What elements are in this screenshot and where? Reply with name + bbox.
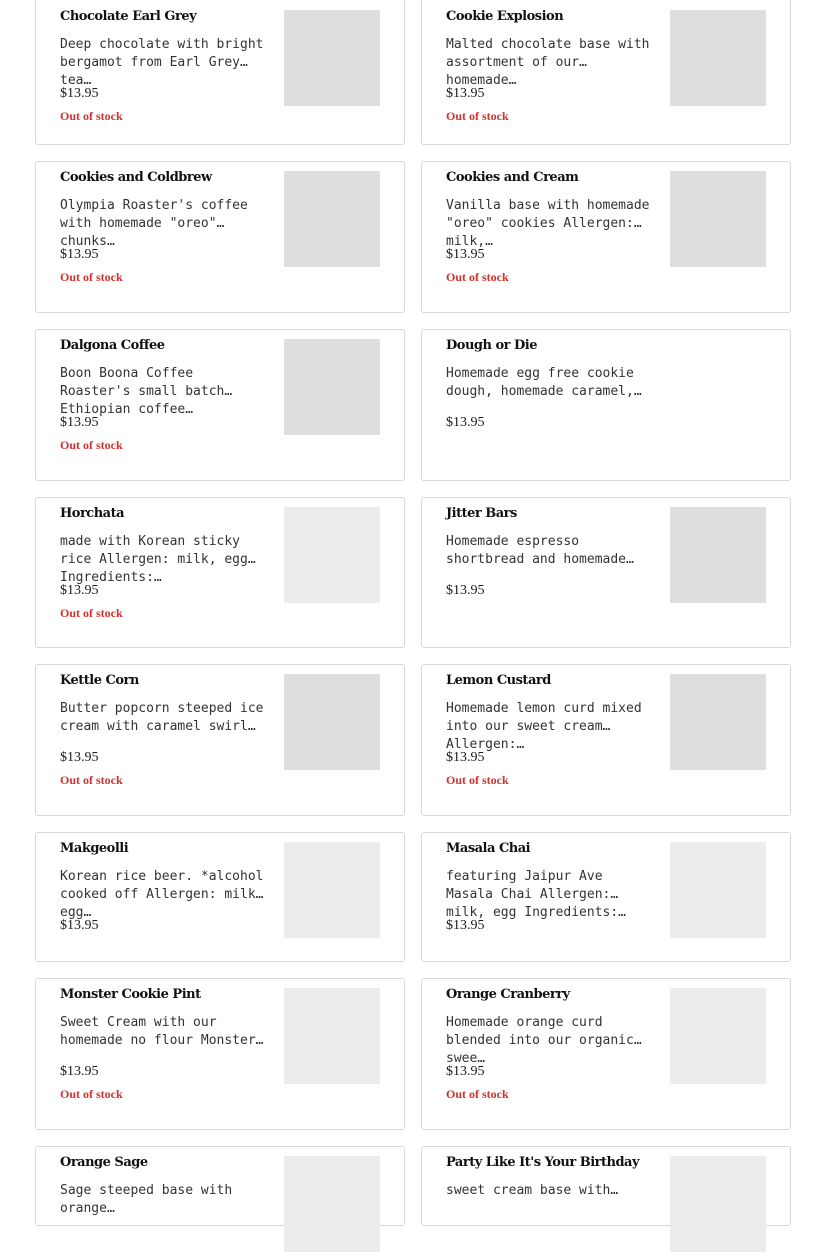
product-name: Cookies and Cream [446, 170, 579, 185]
product-price: $13.95 [446, 583, 485, 598]
product-description: Deep chocolate with bright bergamot from Earl Grey tea… [60, 37, 264, 88]
product-price: $13.95 [446, 86, 485, 101]
product-price: $13.95 [60, 1064, 99, 1079]
product-description: Homemade egg free cookie dough, homemade caramel,… [446, 366, 642, 399]
product-image-placeholder [284, 507, 380, 603]
product-card[interactable] [35, 664, 405, 816]
product-image-placeholder [284, 988, 380, 1084]
product-description: made with Korean sticky rice Allergen: milk, egg Ingredients:… [60, 534, 248, 585]
product-card[interactable] [35, 832, 405, 962]
product-description: Malted chocolate base with assortment of our homemade… [446, 37, 650, 88]
product-card[interactable] [421, 497, 791, 648]
product-image-placeholder [284, 171, 380, 267]
product-description: Korean rice beer. *alcohol cooked off Allergen: milk, egg… [60, 869, 264, 920]
product-card[interactable] [421, 0, 791, 145]
stock-status: Out of stock [60, 606, 123, 620]
product-image-placeholder [670, 674, 766, 770]
product-price: $13.95 [60, 86, 99, 101]
product-image-placeholder [670, 171, 766, 267]
product-description: Homemade lemon curd mixed into our sweet cream Allergen:… [446, 701, 642, 752]
stock-status: Out of stock [446, 270, 509, 284]
product-name: Horchata [60, 506, 125, 521]
product-price: $13.95 [446, 247, 485, 262]
product-name: Orange Sage [60, 1155, 148, 1170]
product-name: Masala Chai [446, 841, 531, 856]
product-price: $13.95 [446, 750, 485, 765]
product-price: $13.95 [60, 750, 99, 765]
product-description: Olympia Roaster's coffee with homemade "oreo" chunks… [60, 198, 248, 249]
product-image-placeholder [284, 339, 380, 435]
product-card[interactable] [35, 161, 405, 313]
product-card[interactable] [35, 497, 405, 648]
product-name: Cookie Explosion [446, 9, 564, 24]
product-image-placeholder [670, 10, 766, 106]
product-description: Vanilla base with homemade "oreo" cookies Allergen: milk,… [446, 198, 650, 249]
product-description: Boon Boona Coffee Roaster's small batch Ethiopian coffee… [60, 366, 225, 417]
product-image-placeholder [670, 842, 766, 938]
product-image-placeholder [284, 842, 380, 938]
product-card[interactable] [35, 329, 405, 481]
product-card[interactable] [35, 0, 405, 145]
product-price: $13.95 [60, 415, 99, 430]
product-name: Makgeolli [60, 841, 129, 856]
product-description: Homemade espresso shortbread and homemade… [446, 534, 634, 567]
product-description: Butter popcorn steeped ice cream with caramel swirl… [60, 701, 264, 734]
product-name: Dalgona Coffee [60, 338, 165, 353]
product-card[interactable] [421, 978, 791, 1130]
product-name: Chocolate Earl Grey [60, 9, 197, 24]
product-name: Cookies and Coldbrew [60, 170, 212, 185]
stock-status: Out of stock [60, 1087, 123, 1101]
product-image-placeholder [670, 507, 766, 603]
product-price: $13.95 [446, 1064, 485, 1079]
product-image-placeholder [284, 1156, 380, 1252]
product-card[interactable] [421, 329, 791, 481]
product-price: $13.95 [446, 415, 485, 430]
product-description: sweet cream base with… [446, 1183, 619, 1198]
stock-status: Out of stock [446, 109, 509, 123]
stock-status: Out of stock [446, 773, 509, 787]
product-description: featuring Jaipur Ave Masala Chai Allergen: milk, egg Ingredients:… [446, 869, 627, 920]
product-image-placeholder [670, 1156, 766, 1252]
product-image-placeholder [670, 988, 766, 1084]
product-card[interactable] [421, 1146, 791, 1226]
product-description: Sage steeped base with orange… [60, 1183, 233, 1216]
product-name: Jitter Bars [446, 506, 517, 521]
stock-status: Out of stock [60, 270, 123, 284]
stock-status: Out of stock [60, 773, 123, 787]
product-description: Homemade orange curd blended into our organic swee… [446, 1015, 634, 1066]
stock-status: Out of stock [60, 109, 123, 123]
product-card[interactable] [421, 832, 791, 962]
product-price: $13.95 [60, 918, 99, 933]
product-image-placeholder [284, 674, 380, 770]
product-card[interactable] [35, 978, 405, 1130]
product-price: $13.95 [60, 583, 99, 598]
product-name: Kettle Corn [60, 673, 139, 688]
product-name: Lemon Custard [446, 673, 551, 688]
stock-status: Out of stock [60, 438, 123, 452]
product-card[interactable] [421, 161, 791, 313]
product-description: Sweet Cream with our homemade no flour Monster… [60, 1015, 264, 1048]
product-card[interactable] [35, 1146, 405, 1226]
product-name: Dough or Die [446, 338, 537, 353]
product-price: $13.95 [446, 918, 485, 933]
product-name: Orange Cranberry [446, 987, 570, 1002]
stock-status: Out of stock [446, 1087, 509, 1101]
product-card[interactable] [421, 664, 791, 816]
product-name: Monster Cookie Pint [60, 987, 201, 1002]
product-price: $13.95 [60, 247, 99, 262]
product-image-placeholder [284, 10, 380, 106]
product-name: Party Like It's Your Birthday [446, 1155, 640, 1170]
